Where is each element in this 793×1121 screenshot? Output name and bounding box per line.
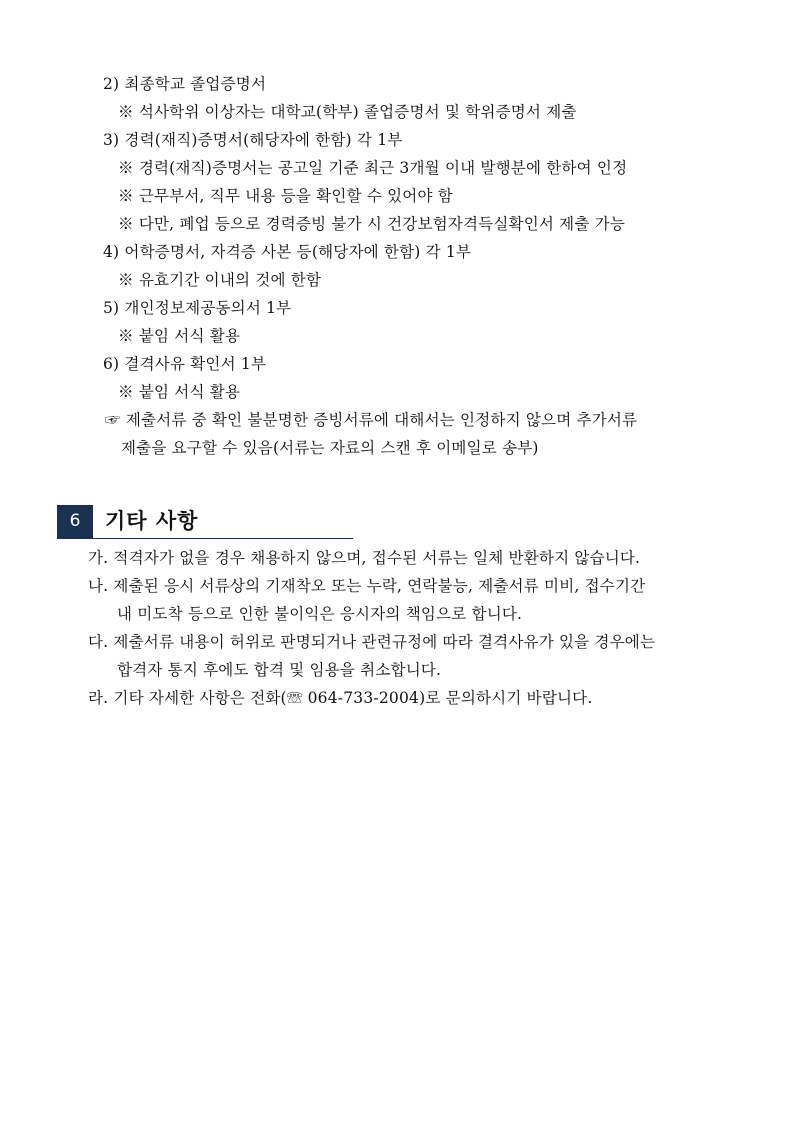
etc-item-na: 나. 제출된 응시 서류상의 기재착오 또는 누락, 연락불능, 제출서류 미비, 접수기간 (88, 577, 646, 595)
section-title: 기타 사항 (105, 509, 199, 533)
doc-note-disqualification-form: ※ 붙임 서식 활용 (118, 383, 241, 401)
doc-item-graduation-certificate: 2) 최종학교 졸업증명서 (103, 75, 267, 93)
etc-item-na-continued: 내 미도착 등으로 인한 불이익은 응시자의 책임으로 합니다. (117, 605, 523, 623)
doc-pointer-note-continued: 제출을 요구할 수 있음(서류는 자료의 스캔 후 이메일로 송부) (121, 439, 539, 457)
doc-note-privacy-form: ※ 붙임 서식 활용 (118, 327, 241, 345)
etc-item-da: 다. 제출서류 내용이 허위로 판명되거나 관련규정에 따라 결격사유가 있을 경우에는 (88, 633, 656, 651)
doc-pointer-note: ☞ 제출서류 중 확인 불분명한 증빙서류에 대해서는 인정하지 않으며 추가서류 (105, 411, 638, 429)
doc-item-disqualification-check: 6) 결격사유 확인서 1부 (103, 355, 267, 373)
section-header (57, 505, 353, 539)
doc-item-privacy-consent: 5) 개인정보제공동의서 1부 (103, 299, 292, 317)
etc-item-da-continued: 합격자 통지 후에도 합격 및 임용을 취소합니다. (117, 661, 442, 679)
doc-note-career-department: ※ 근무부서, 직무 내용 등을 확인할 수 있어야 함 (118, 187, 453, 205)
doc-note-career-recent: ※ 경력(재직)증명서는 공고일 기준 최근 3개월 이내 발행분에 한하여 인정 (118, 159, 628, 177)
doc-note-validity: ※ 유효기간 이내의 것에 한함 (118, 271, 322, 289)
doc-note-graduation: ※ 석사학위 이상자는 대학교(학부) 졸업증명서 및 학위증명서 제출 (118, 103, 577, 121)
doc-item-career-certificate: 3) 경력(재직)증명서(해당자에 한함) 각 1부 (103, 131, 403, 149)
section-number-badge: 6 (57, 505, 93, 538)
etc-item-ra: 라. 기타 자세한 사항은 전화(☏ 064-733-2004)로 문의하시기 바랍니다. (88, 689, 593, 707)
doc-item-language-license: 4) 어학증명서, 자격증 사본 등(해당자에 한함) 각 1부 (103, 243, 472, 261)
doc-note-career-closure: ※ 다만, 폐업 등으로 경력증빙 불가 시 건강보험자격득실확인서 제출 가능 (118, 215, 625, 233)
etc-item-ga: 가. 적격자가 없을 경우 채용하지 않으며, 접수된 서류는 일체 반환하지 않습니다. (88, 549, 641, 567)
